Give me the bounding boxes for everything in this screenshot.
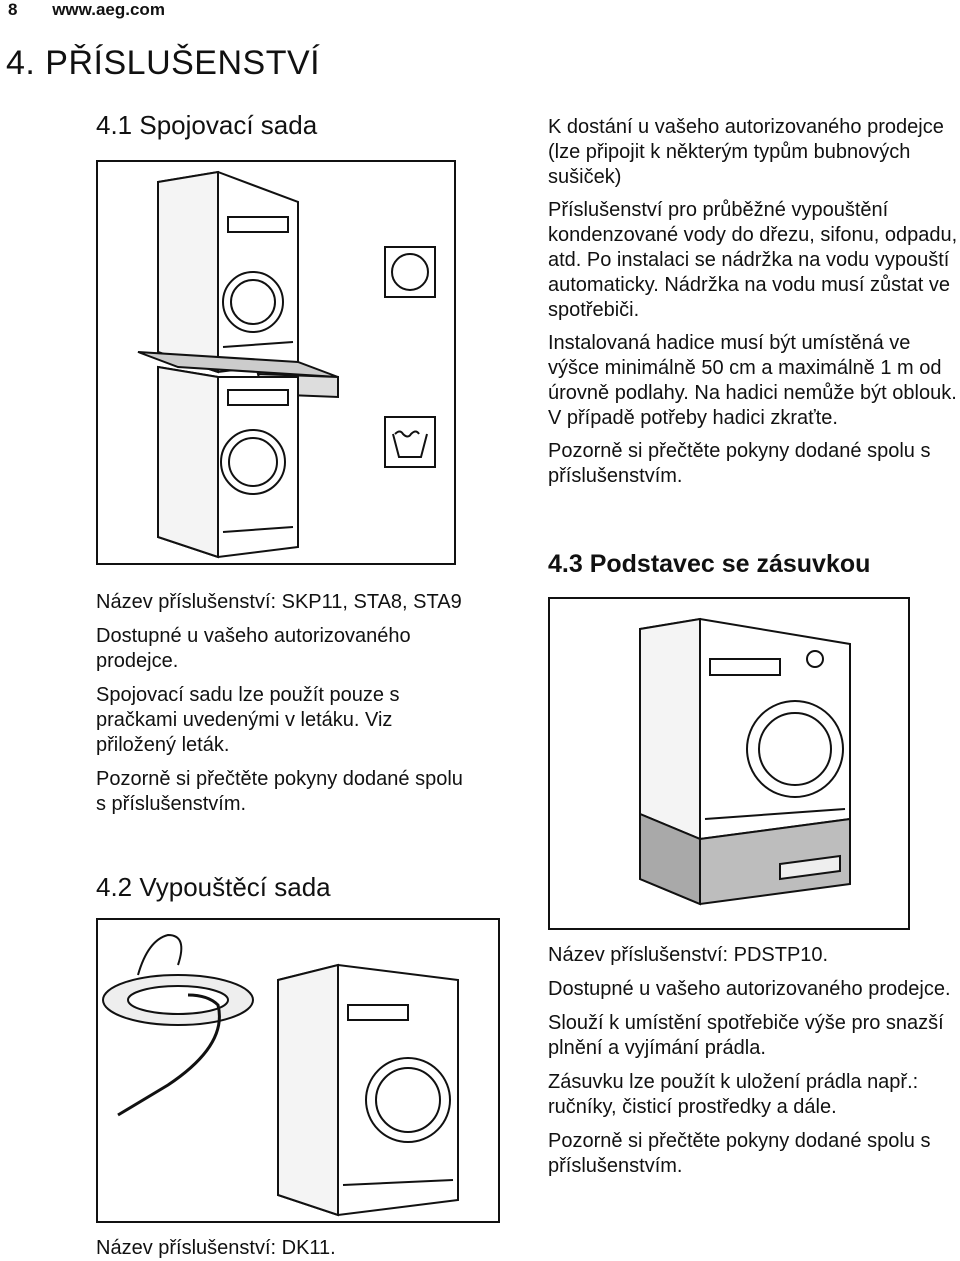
availability-text: Dostupné u vašeho autorizovaného prodejce. bbox=[548, 978, 951, 1000]
section-heading-4-2: 4.2 Vypouštěcí sada bbox=[96, 872, 331, 902]
section-heading-4-1: 4.1 Spojovací sada bbox=[96, 110, 318, 140]
availability-text: Dostupné u vašeho autorizovaného prodejce. bbox=[96, 625, 411, 672]
site-url: www.aeg.com bbox=[52, 0, 165, 19]
page-number: 8 bbox=[8, 0, 18, 19]
section-4-2-text bbox=[548, 115, 960, 489]
drawer-usage-text: Zásuvku lze použít k uložení prádla např.: ručníky, čisticí prostředky a dále. bbox=[548, 1071, 919, 1118]
instructions-note: Pozorně si přečtěte pokyny dodané spolu s příslušenstvím. bbox=[96, 768, 463, 815]
installation-note: Instalovaná hadice musí být umístěná ve výšce minimálně 50 cm a maximálně 1 m od úrovně podlahy. Na hadici nemůže být oblouk. V případě potřeby hadici zkraťte. bbox=[548, 332, 957, 429]
availability-text: K dostání u vašeho autorizovaného prodejce (lze připojit k některým typům bubnových sušiček) bbox=[548, 116, 944, 188]
section-4-3-text bbox=[548, 943, 960, 1179]
section-heading-4-3: 4.3 Podstavec se zásuvkou bbox=[548, 550, 871, 578]
figure-pedestal-drawer bbox=[548, 597, 910, 930]
accessory-name: Název příslušenství: SKP11, STA8, STA9 bbox=[96, 591, 462, 613]
instructions-note: Pozorně si přečtěte pokyny dodané spolu s příslušenstvím. bbox=[548, 1130, 931, 1177]
section-4-2-accessory-name: Název příslušenství: DK11. bbox=[96, 1237, 336, 1259]
chapter-title: 4. PŘÍSLUŠENSTVÍ bbox=[6, 44, 321, 82]
usage-note: Spojovací sadu lze použít pouze s pračkami uvedenými v letáku. Viz přiložený leták. bbox=[96, 684, 400, 756]
instructions-note: Pozorně si přečtěte pokyny dodané spolu s příslušenstvím. bbox=[548, 440, 931, 487]
section-4-1-text bbox=[96, 590, 476, 817]
figure-stacking-kit bbox=[96, 160, 456, 565]
figure-drain-kit bbox=[96, 918, 500, 1223]
purpose-text: Slouží k umístění spotřebiče výše pro snazší plnění a vyjímání prádla. bbox=[548, 1012, 944, 1059]
page-header bbox=[8, 0, 195, 20]
accessory-name: Název příslušenství: PDSTP10. bbox=[548, 944, 829, 966]
function-description: Příslušenství pro průběžné vypouštění kondenzované vody do dřezu, sifonu, odpadu, atd. Po instalaci se nádržka na vodu vypouští automaticky. Nádržka na vodu musí zůstat ve spotřebiči. bbox=[548, 199, 958, 321]
